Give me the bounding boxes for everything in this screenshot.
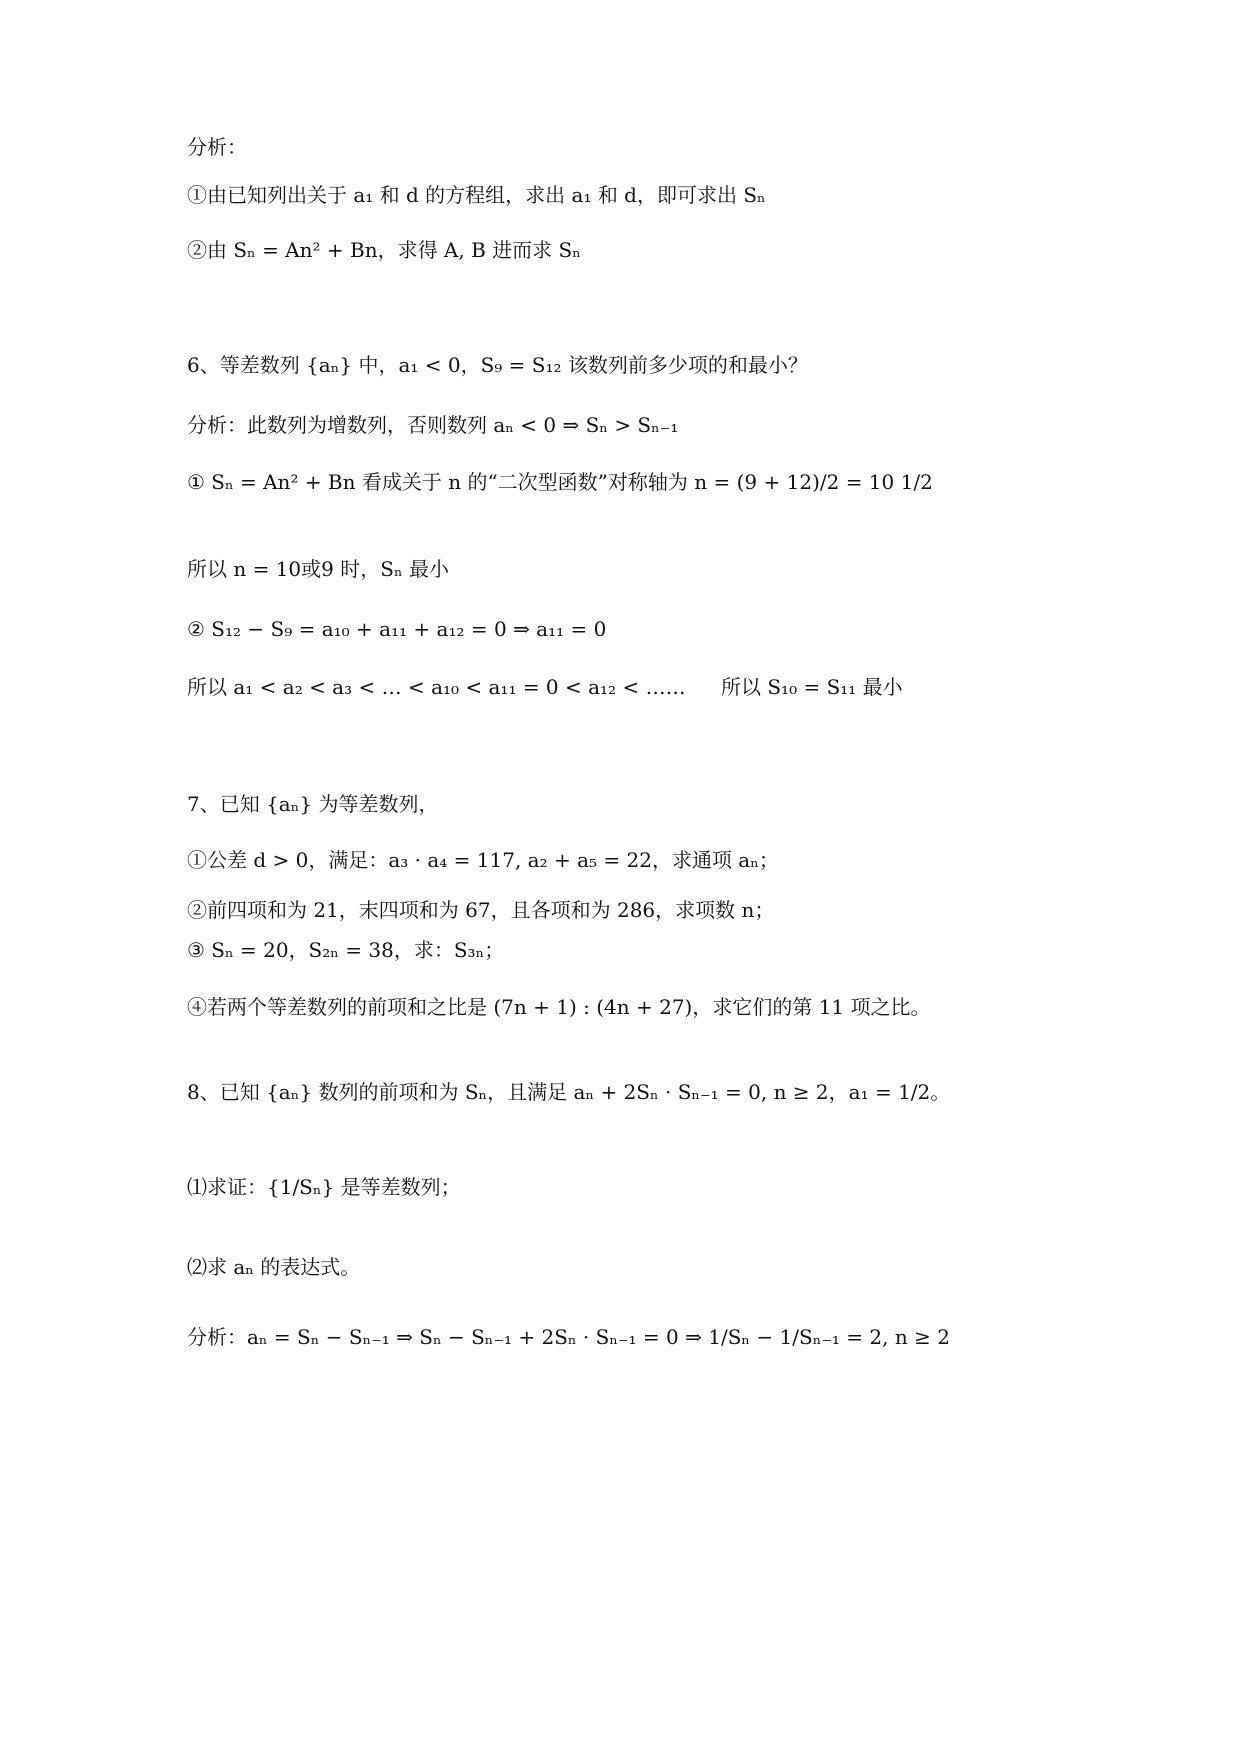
problem-6-conclusion-2: 所以 S₁₀ = S₁₁ 最小 bbox=[721, 675, 903, 699]
problem-6-step-2: ② S₁₂ − S₉ = a₁₀ + a₁₁ + a₁₂ = 0 ⇒ a₁₁ = 0 bbox=[187, 617, 607, 641]
analysis-heading: 分析： bbox=[187, 135, 247, 159]
problem-8-part-2: ⑵求 aₙ 的表达式。 bbox=[187, 1255, 361, 1279]
problem-8-analysis: 分析：aₙ = Sₙ − Sₙ₋₁ ⇒ Sₙ − Sₙ₋₁ + 2Sₙ · Sₙ₋₁ = 0 ⇒ 1/Sₙ − 1/Sₙ₋₁ = 2, n ≥ 2 bbox=[187, 1325, 950, 1349]
problem-7-part-1: ①公差 d > 0，满足：a₃ · a₄ = 117, a₂ + a₅ = 22，求通项 aₙ； bbox=[187, 848, 779, 872]
problem-7: 7、已知 {aₙ} 为等差数列， bbox=[187, 792, 439, 816]
problem-6: 6、等差数列 {aₙ} 中，a₁ < 0，S₉ = S₁₂ 该数列前多少项的和最小？ bbox=[187, 353, 808, 377]
analysis-step-1: ①由已知列出关于 a₁ 和 d 的方程组，求出 a₁ 和 d，即可求出 Sₙ bbox=[187, 183, 766, 207]
analysis-step-2: ②由 Sₙ = An² + Bn，求得 A, B 进而求 Sₙ bbox=[187, 238, 581, 262]
problem-6-sequence-line bbox=[187, 675, 1161, 699]
problem-7-part-4: ④若两个等差数列的前项和之比是 (7n + 1) : (4n + 27)，求它们的第 11 项之比。 bbox=[187, 995, 931, 1019]
problem-8: 8、已知 {aₙ} 数列的前项和为 Sₙ，且满足 aₙ + 2Sₙ · Sₙ₋₁ = 0, n ≥ 2，a₁ = 1/2。 bbox=[187, 1080, 951, 1104]
problem-6-sequence: 所以 a₁ < a₂ < a₃ < … < a₁₀ < a₁₁ = 0 < a₁₂ < …… bbox=[187, 675, 686, 699]
problem-7-part-3: ③ Sₙ = 20，S₂ₙ = 38，求：S₃ₙ； bbox=[187, 938, 505, 962]
problem-6-conclusion-1: 所以 n = 10或9 时，Sₙ 最小 bbox=[187, 557, 449, 581]
problem-6-analysis: 分析：此数列为增数列，否则数列 aₙ < 0 ⇒ Sₙ > Sₙ₋₁ bbox=[187, 413, 679, 437]
problem-8-part-1: ⑴求证：{1/Sₙ} 是等差数列； bbox=[187, 1175, 461, 1199]
problem-7-part-2: ②前四项和为 21，末四项和为 67，且各项和为 286，求项数 n； bbox=[187, 898, 775, 922]
problem-6-step-1: ① Sₙ = An² + Bn 看成关于 n 的“二次型函数”对称轴为 n = (9 + 12)/2 = 10 1/2 bbox=[187, 470, 933, 494]
